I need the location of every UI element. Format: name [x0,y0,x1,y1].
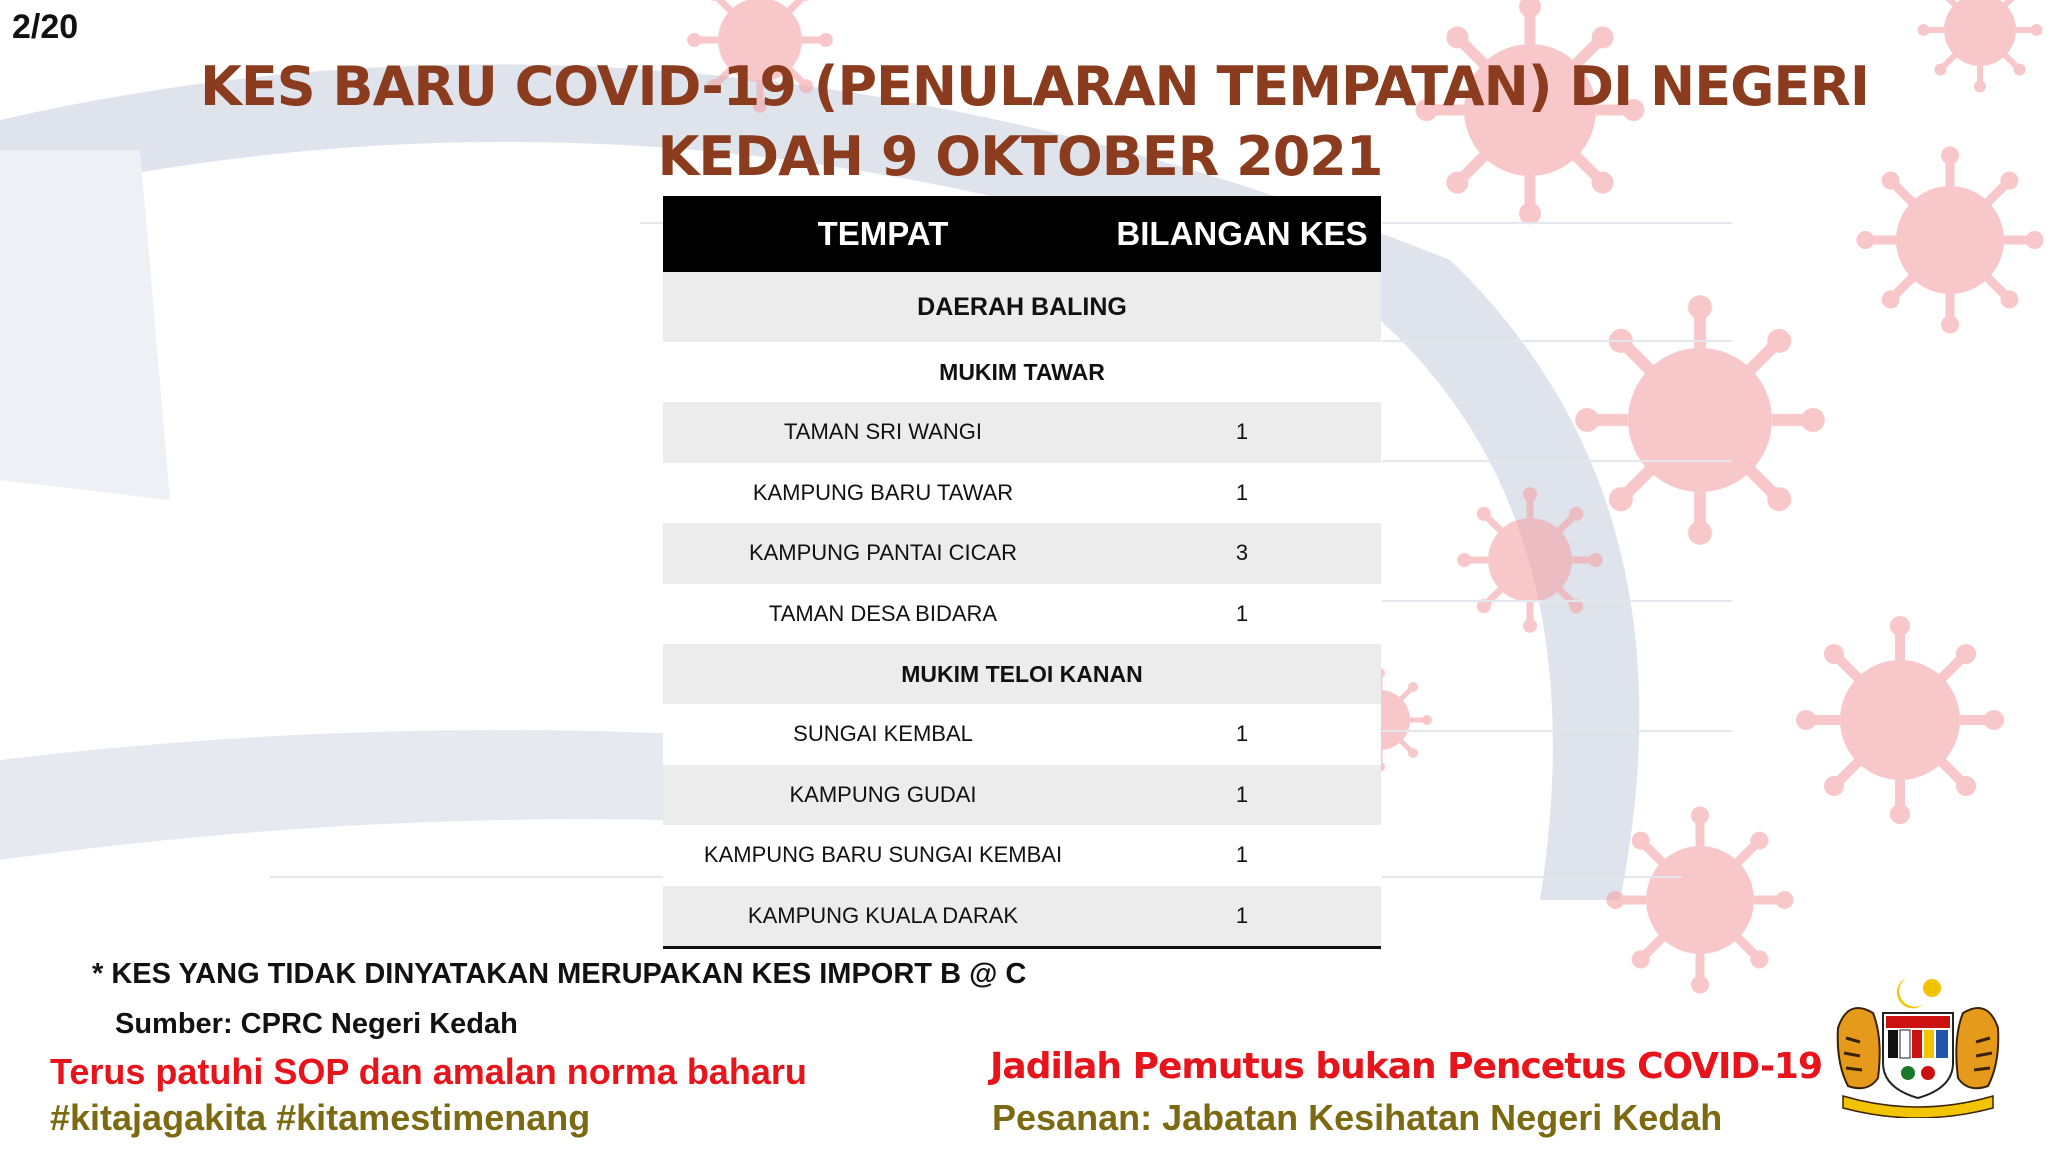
footnote: * KES YANG TIDAK DINYATAKAN MERUPAKAN KES IMPORT B @ C [92,958,1027,990]
table-row [663,704,1381,765]
title-line-1: KES BARU COVID-19 (PENULARAN TEMPATAN) DI NEGERI [200,55,1869,118]
table-row [663,584,1381,645]
campaign-slogan: Jadilah Pemutus bukan Pencetus COVID-19 [990,1046,1823,1087]
cases-table [663,196,1381,949]
cases-cell: 1 [1235,419,1249,445]
mukim-label: MUKIM TELOI KANAN [901,660,1143,687]
table-bottom-rule [663,946,1381,949]
column-header-cases: BILANGAN KES [1116,215,1368,252]
place-cell: TAMAN SRI WANGI [784,419,982,445]
sop-slogan: Terus patuhi SOP dan amalan norma baharu [50,1051,807,1092]
table-header [663,196,1381,272]
cases-cell: 1 [1235,721,1249,747]
page-counter: 2/20 [12,8,79,46]
title-line-2: KEDAH 9 OKTOBER 2021 [657,125,1383,188]
place-cell: SUNGAI KEMBAL [793,721,973,747]
table-row [663,765,1381,826]
place-cell: TAMAN DESA BIDARA [768,600,998,626]
place-cell: KAMPUNG KUALA DARAK [747,902,1019,928]
place-cell: KAMPUNG BARU SUNGAI KEMBAI [703,842,1063,868]
hashtags: #kitajagakita #kitamestimenang [50,1097,591,1138]
message-credit: Pesanan: Jabatan Kesihatan Negeri Kedah [992,1097,1723,1138]
cases-cell: 1 [1235,902,1249,928]
district-row [663,272,1381,342]
cases-cell: 1 [1235,479,1249,505]
place-cell: KAMPUNG GUDAI [789,781,977,807]
place-cell: KAMPUNG PANTAI CICAR [748,540,1018,566]
mukim-label: MUKIM TAWAR [939,358,1105,385]
table-row [663,886,1381,947]
table-row [663,825,1381,886]
mukim-row [663,342,1381,402]
cases-cell: 1 [1235,600,1249,626]
malaysia-coat-of-arms-icon [1828,968,2008,1118]
cases-cell: 3 [1235,540,1249,566]
table-row [663,402,1381,463]
district-label: DAERAH BALING [917,292,1127,321]
cases-cell: 1 [1235,781,1249,807]
source-credit: Sumber: CPRC Negeri Kedah [115,1008,518,1040]
page-title [200,52,1869,192]
table-row [663,463,1381,524]
place-cell: KAMPUNG BARU TAWAR [752,479,1014,505]
table-row [663,523,1381,584]
mukim-row [663,644,1381,704]
cases-cell: 1 [1235,842,1249,868]
column-header-place: TEMPAT [817,215,949,252]
